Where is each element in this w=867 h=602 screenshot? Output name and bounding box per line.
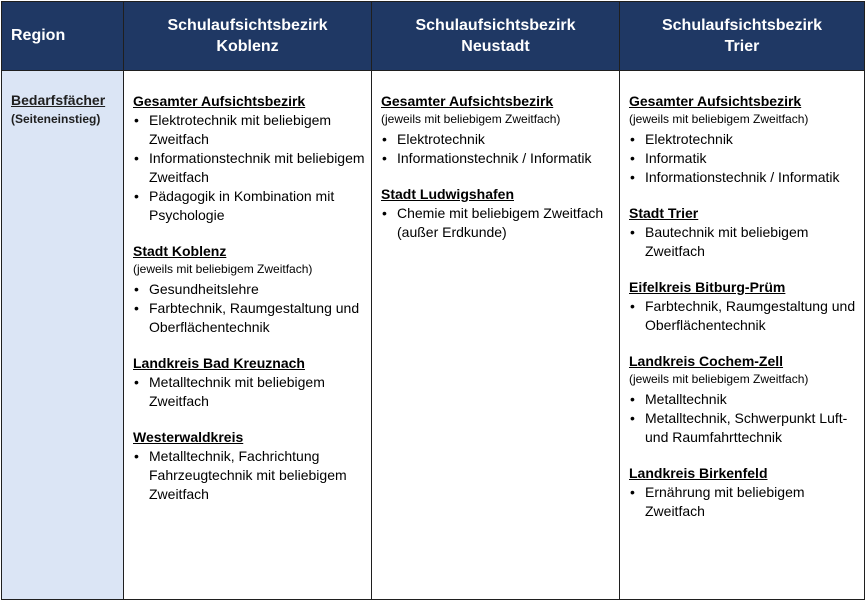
bullet-icon: •	[134, 112, 139, 128]
district-section	[133, 354, 371, 411]
header-region-label: Region	[11, 27, 66, 44]
district-section	[629, 352, 864, 447]
header-trier	[620, 2, 864, 70]
district-title: Landkreis Birkenfeld	[629, 465, 768, 481]
bullet-icon: •	[630, 150, 635, 166]
subject-text: Pädagogik in Kombination mit Psychologie	[149, 188, 335, 223]
district-title: Stadt Trier	[629, 205, 699, 221]
subject-item	[381, 149, 619, 168]
district-section	[629, 278, 864, 335]
column-koblenz	[124, 71, 371, 599]
subject-item	[629, 390, 864, 409]
subject-item	[629, 483, 864, 521]
header-koblenz-line2: Koblenz	[216, 38, 279, 55]
district-section	[133, 92, 371, 225]
subject-text: Elektrotechnik	[645, 131, 733, 147]
column-divider	[371, 2, 372, 599]
bullet-icon: •	[134, 448, 139, 464]
bullet-icon: •	[382, 205, 387, 221]
bullet-icon: •	[630, 131, 635, 147]
subject-item	[133, 149, 371, 187]
subject-list	[133, 447, 371, 504]
header-trier-line2: Trier	[724, 38, 760, 55]
header-koblenz	[124, 2, 371, 70]
district-title: Landkreis Bad Kreuznach	[133, 355, 305, 371]
subject-item	[133, 187, 371, 225]
subject-text: Metalltechnik, Fachrichtung Fahrzeugtechnik mit beliebigem Zweitfach	[149, 448, 347, 502]
district-title: Gesamter Aufsichtsbezirk	[629, 93, 802, 109]
subject-list	[133, 111, 371, 225]
region-cell	[2, 71, 123, 599]
subject-text: Farbtechnik, Raumgestaltung und Oberflächentechnik	[149, 300, 360, 335]
subject-text: Informationstechnik / Informatik	[397, 150, 592, 166]
bullet-icon: •	[630, 410, 635, 426]
subject-list	[629, 390, 864, 447]
subject-list	[133, 280, 371, 337]
district-section	[381, 185, 619, 242]
header-neustadt	[372, 2, 619, 70]
header-trier-line1: Schulaufsichtsbezirk	[661, 17, 823, 34]
district-note: (jeweils mit beliebigem Zweitfach)	[133, 262, 313, 276]
subject-text: Chemie mit beliebigem Zweitfach (außer Erdkunde)	[397, 205, 604, 240]
district-section	[133, 428, 371, 504]
bullet-icon: •	[630, 484, 635, 500]
district-title: Landkreis Cochem-Zell	[629, 353, 784, 369]
column-trier	[620, 71, 864, 599]
district-note: (jeweils mit beliebigem Zweitfach)	[381, 112, 561, 126]
district-title: Stadt Ludwigshafen	[381, 186, 514, 202]
subject-text: Informationstechnik / Informatik	[645, 169, 840, 185]
bullet-icon: •	[382, 150, 387, 166]
header-neustadt-line2: Neustadt	[461, 38, 530, 55]
district-title: Gesamter Aufsichtsbezirk	[133, 93, 306, 109]
subject-item	[133, 111, 371, 149]
subject-item	[629, 297, 864, 335]
subjects-table	[1, 1, 865, 600]
bullet-icon: •	[134, 188, 139, 204]
bullet-icon: •	[630, 391, 635, 407]
subject-text: Metalltechnik	[645, 391, 727, 407]
subject-item	[629, 223, 864, 261]
district-title: Eifelkreis Bitburg-Prüm	[629, 279, 786, 295]
column-divider	[123, 2, 124, 599]
district-section	[629, 92, 864, 187]
subject-list	[629, 223, 864, 261]
district-section	[381, 92, 619, 168]
header-region	[2, 2, 123, 70]
bullet-icon: •	[134, 374, 139, 390]
district-title: Stadt Koblenz	[133, 243, 227, 259]
subject-text: Ernährung mit beliebigem Zweitfach	[645, 484, 805, 519]
bullet-icon: •	[630, 169, 635, 185]
subject-text: Bautechnik mit beliebigem Zweitfach	[645, 224, 809, 259]
region-title: Bedarfsfächer	[11, 92, 106, 108]
bullet-icon: •	[382, 131, 387, 147]
district-section	[133, 242, 371, 337]
district-note: (jeweils mit beliebigem Zweitfach)	[629, 112, 809, 126]
subject-list	[629, 483, 864, 521]
subject-item	[133, 373, 371, 411]
bullet-icon: •	[134, 150, 139, 166]
subject-item	[381, 204, 619, 242]
subject-item	[629, 130, 864, 149]
subject-text: Gesundheitslehre	[149, 281, 259, 297]
district-title: Westerwaldkreis	[133, 429, 244, 445]
subject-list	[381, 204, 619, 242]
subject-list	[629, 297, 864, 335]
subject-list	[133, 373, 371, 411]
header-neustadt-line1: Schulaufsichtsbezirk	[415, 17, 576, 34]
region-subtitle: (Seiteneinstieg)	[11, 112, 101, 126]
subject-text: Informationstechnik mit beliebigem Zweitfach	[149, 150, 365, 185]
subject-text: Metalltechnik mit beliebigem Zweitfach	[149, 374, 325, 409]
subject-item	[629, 149, 864, 168]
district-section	[629, 464, 864, 521]
district-section	[629, 204, 864, 261]
column-neustadt	[372, 71, 619, 599]
subject-item	[133, 447, 371, 504]
bullet-icon: •	[630, 224, 635, 240]
subject-list	[629, 130, 864, 187]
bullet-icon: •	[134, 300, 139, 316]
subject-text: Elektrotechnik	[397, 131, 485, 147]
bullet-icon: •	[134, 281, 139, 297]
subject-item	[133, 280, 371, 299]
header-koblenz-line1: Schulaufsichtsbezirk	[167, 17, 328, 34]
district-title: Gesamter Aufsichtsbezirk	[381, 93, 554, 109]
subject-list	[381, 130, 619, 168]
subject-text: Farbtechnik, Raumgestaltung und Oberflächentechnik	[645, 298, 856, 333]
district-note: (jeweils mit beliebigem Zweitfach)	[629, 372, 809, 386]
column-divider	[619, 2, 620, 599]
subject-text: Elektrotechnik mit beliebigem Zweitfach	[149, 112, 332, 147]
subject-item	[133, 299, 371, 337]
subject-item	[381, 130, 619, 149]
subject-item	[629, 168, 864, 187]
subject-item	[629, 409, 864, 447]
subject-text: Informatik	[645, 150, 707, 166]
bullet-icon: •	[630, 298, 635, 314]
subject-text: Metalltechnik, Schwerpunkt Luft- und Raumfahrttechnik	[645, 410, 848, 445]
